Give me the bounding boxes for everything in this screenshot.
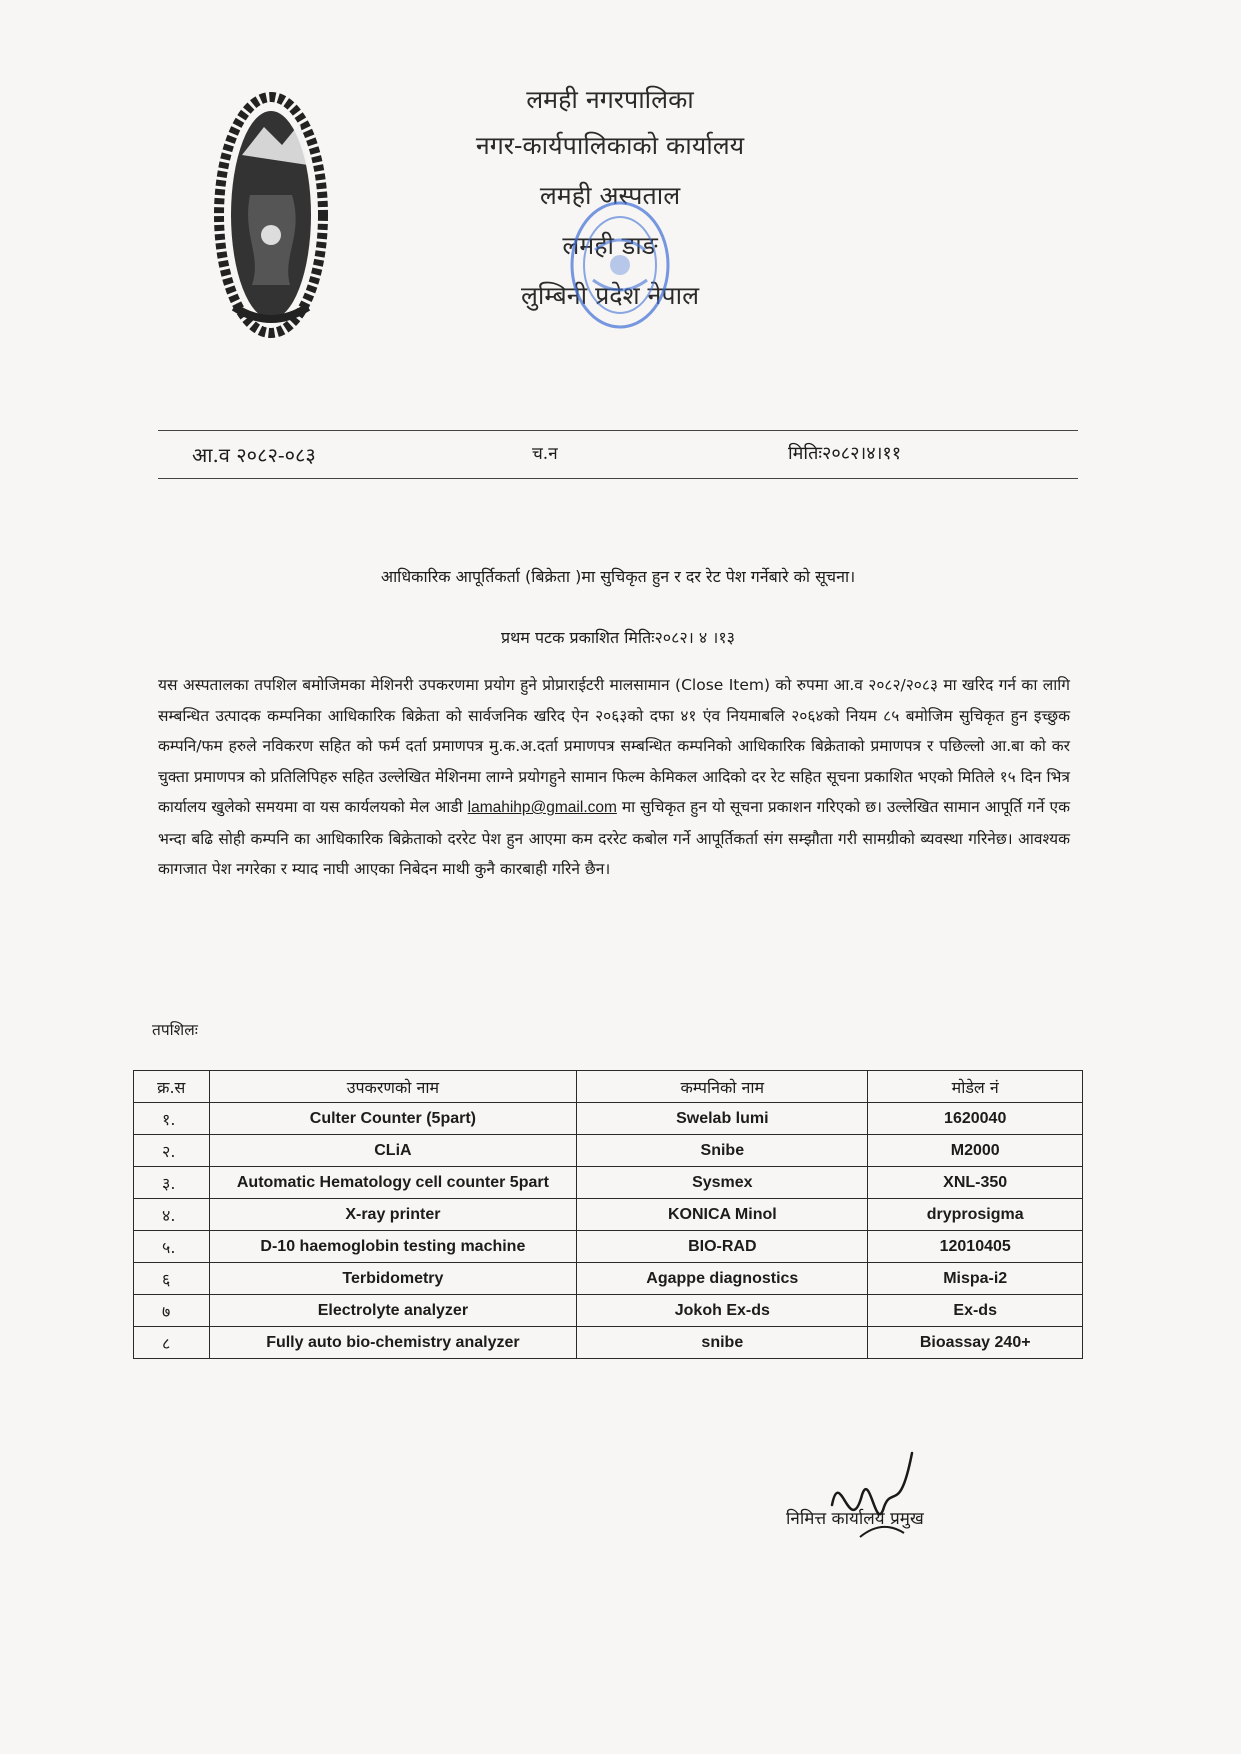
municipality-name: लमही नगरपालिका	[526, 85, 694, 114]
details-label: तपशिलः	[152, 1021, 198, 1039]
table-row	[134, 1135, 1083, 1167]
row-serial: ६	[134, 1263, 210, 1295]
row-model: Ex-ds	[868, 1295, 1083, 1327]
table-row	[134, 1295, 1083, 1327]
row-equipment: D-10 haemoglobin testing machine	[209, 1231, 577, 1263]
email-link[interactable]: lamahihp@gmail.com	[467, 799, 617, 816]
nepal-emblem-icon	[212, 85, 330, 345]
row-serial: ४.	[134, 1199, 210, 1231]
equipment-table	[133, 1070, 1083, 1359]
table-row	[134, 1167, 1083, 1199]
body-text-part1: यस अस्पतालका तपशिल बमोजिमका मेशिनरी उपकरणमा प्रयोग हुने प्रोप्राराईटरी मालसामान (Close Item) को रुपमा आ.व २०८२/२०८३ मा खरिद गर्न का लागि सम्बन्धित उत्पादक कम्पनिका आधिकारिक बिक्रेता को सार्वजनिक खरिद ऐन २०६३को दफा ४१ एंव नियमाबलि २०६४को नियम ८५ बमोजिम सुचिकृत हुन इच्छुक कम्पनि/फम हरुले नविकरण सहित को फर्म दर्ता प्रमाणपत्र मु.क.अ.दर्ता प्रमाणपत्र सम्बन्धित कम्पनिको आधिकारिक बिक्रेताको प्रमाणपत्र र पछिल्लो आ.बा को कर चुक्ता प्रमाणपत्र को प्रतिलिपिहरु सहित उल्लेखित मेशिनमा लाग्ने प्रयोगहुने सामान फिल्म केमिकल आदिको दर रेट सहित सूचना प्रकाशित भएको मितिले १५ दिन भित्र कार्यालय खुलेको समयमा वा यस कार्यलयको मेल आडी	[158, 676, 1070, 816]
row-serial: ३.	[134, 1167, 210, 1199]
table-row	[134, 1199, 1083, 1231]
row-equipment: X-ray printer	[209, 1199, 577, 1231]
row-equipment: Automatic Hematology cell counter 5part	[209, 1167, 577, 1199]
header-model: मोडेल नं	[868, 1071, 1083, 1103]
notice-body	[158, 670, 1070, 885]
row-model: dryprosigma	[868, 1199, 1083, 1231]
header-equipment: उपकरणको नाम	[209, 1071, 577, 1103]
row-company: KONICA Minol	[577, 1199, 868, 1231]
table-row	[134, 1327, 1083, 1359]
header-serial: क्र.स	[134, 1071, 210, 1103]
row-model: XNL-350	[868, 1167, 1083, 1199]
row-serial: ८	[134, 1327, 210, 1359]
row-serial: ५.	[134, 1231, 210, 1263]
row-company: Swelab lumi	[577, 1103, 868, 1135]
row-company: Sysmex	[577, 1167, 868, 1199]
province-name: लुम्बिनी प्रदेश नेपाल	[520, 281, 700, 310]
row-company: Jokoh Ex-ds	[577, 1295, 868, 1327]
table-header-row	[134, 1071, 1083, 1103]
row-company: Snibe	[577, 1135, 868, 1167]
row-model: Mispa-i2	[868, 1263, 1083, 1295]
dispatch-number: च.न	[532, 444, 558, 464]
table-row	[134, 1231, 1083, 1263]
row-serial: २.	[134, 1135, 210, 1167]
row-serial: १.	[134, 1103, 210, 1135]
hospital-stamp-icon	[565, 190, 675, 340]
table-row	[134, 1103, 1083, 1135]
table-row	[134, 1263, 1083, 1295]
office-name: नगर-कार्यपालिकाको कार्यालय	[475, 131, 745, 160]
row-equipment: CLiA	[209, 1135, 577, 1167]
issue-date: मितिः२०८२।४।११	[788, 443, 902, 464]
row-company: Agappe diagnostics	[577, 1263, 868, 1295]
row-model: M2000	[868, 1135, 1083, 1167]
hospital-name: लमही अस्पताल	[539, 181, 681, 210]
row-equipment: Culter Counter (5part)	[209, 1103, 577, 1135]
row-serial: ७	[134, 1295, 210, 1327]
location-name: लमही डाङ	[562, 231, 658, 260]
notice-title: आधिकारिक आपूर्तिकर्ता (बिक्रेता )मा सुचिकृत हुन र दर रेट पेश गर्नेबारे को सूचना।	[380, 567, 856, 586]
body-text-part2: मा सुचिकृत हुन यो सूचना प्रकाशन गरिएको छ। उल्लेखित सामान आपूर्ति गर्ने एक भन्दा बढि सोही कम्पनि का आधिकारिक बिक्रेताको दररेट पेश हुन आएमा कम दररेट कबोल गर्ने आपूर्तिकर्ता संग सम्झौता गरी सामग्रीको ब्यवस्था गरिनेछ। आवश्यक कागजात पेश नगरेका र म्याद नाघी आएका निबेदन माथी कुनै कारबाही गरिने छैन।	[158, 798, 1070, 878]
signature-icon	[820, 1445, 940, 1560]
row-equipment: Electrolyte analyzer	[209, 1295, 577, 1327]
fiscal-year: आ.व २०८२-०८३	[192, 443, 316, 467]
row-model: 12010405	[868, 1231, 1083, 1263]
row-model: Bioassay 240+	[868, 1327, 1083, 1359]
row-model: 1620040	[868, 1103, 1083, 1135]
divider-bottom	[158, 478, 1078, 479]
signatory-title: निमित्त कार्यालय प्रमुख	[786, 1509, 924, 1529]
first-published-date: प्रथम पटक प्रकाशित मितिः२०८२। ४ ।१३	[500, 628, 736, 647]
row-equipment: Fully auto bio-chemistry analyzer	[209, 1327, 577, 1359]
row-equipment: Terbidometry	[209, 1263, 577, 1295]
row-company: BIO-RAD	[577, 1231, 868, 1263]
divider-top	[158, 430, 1078, 431]
header-company: कम्पनिको नाम	[577, 1071, 868, 1103]
row-company: snibe	[577, 1327, 868, 1359]
